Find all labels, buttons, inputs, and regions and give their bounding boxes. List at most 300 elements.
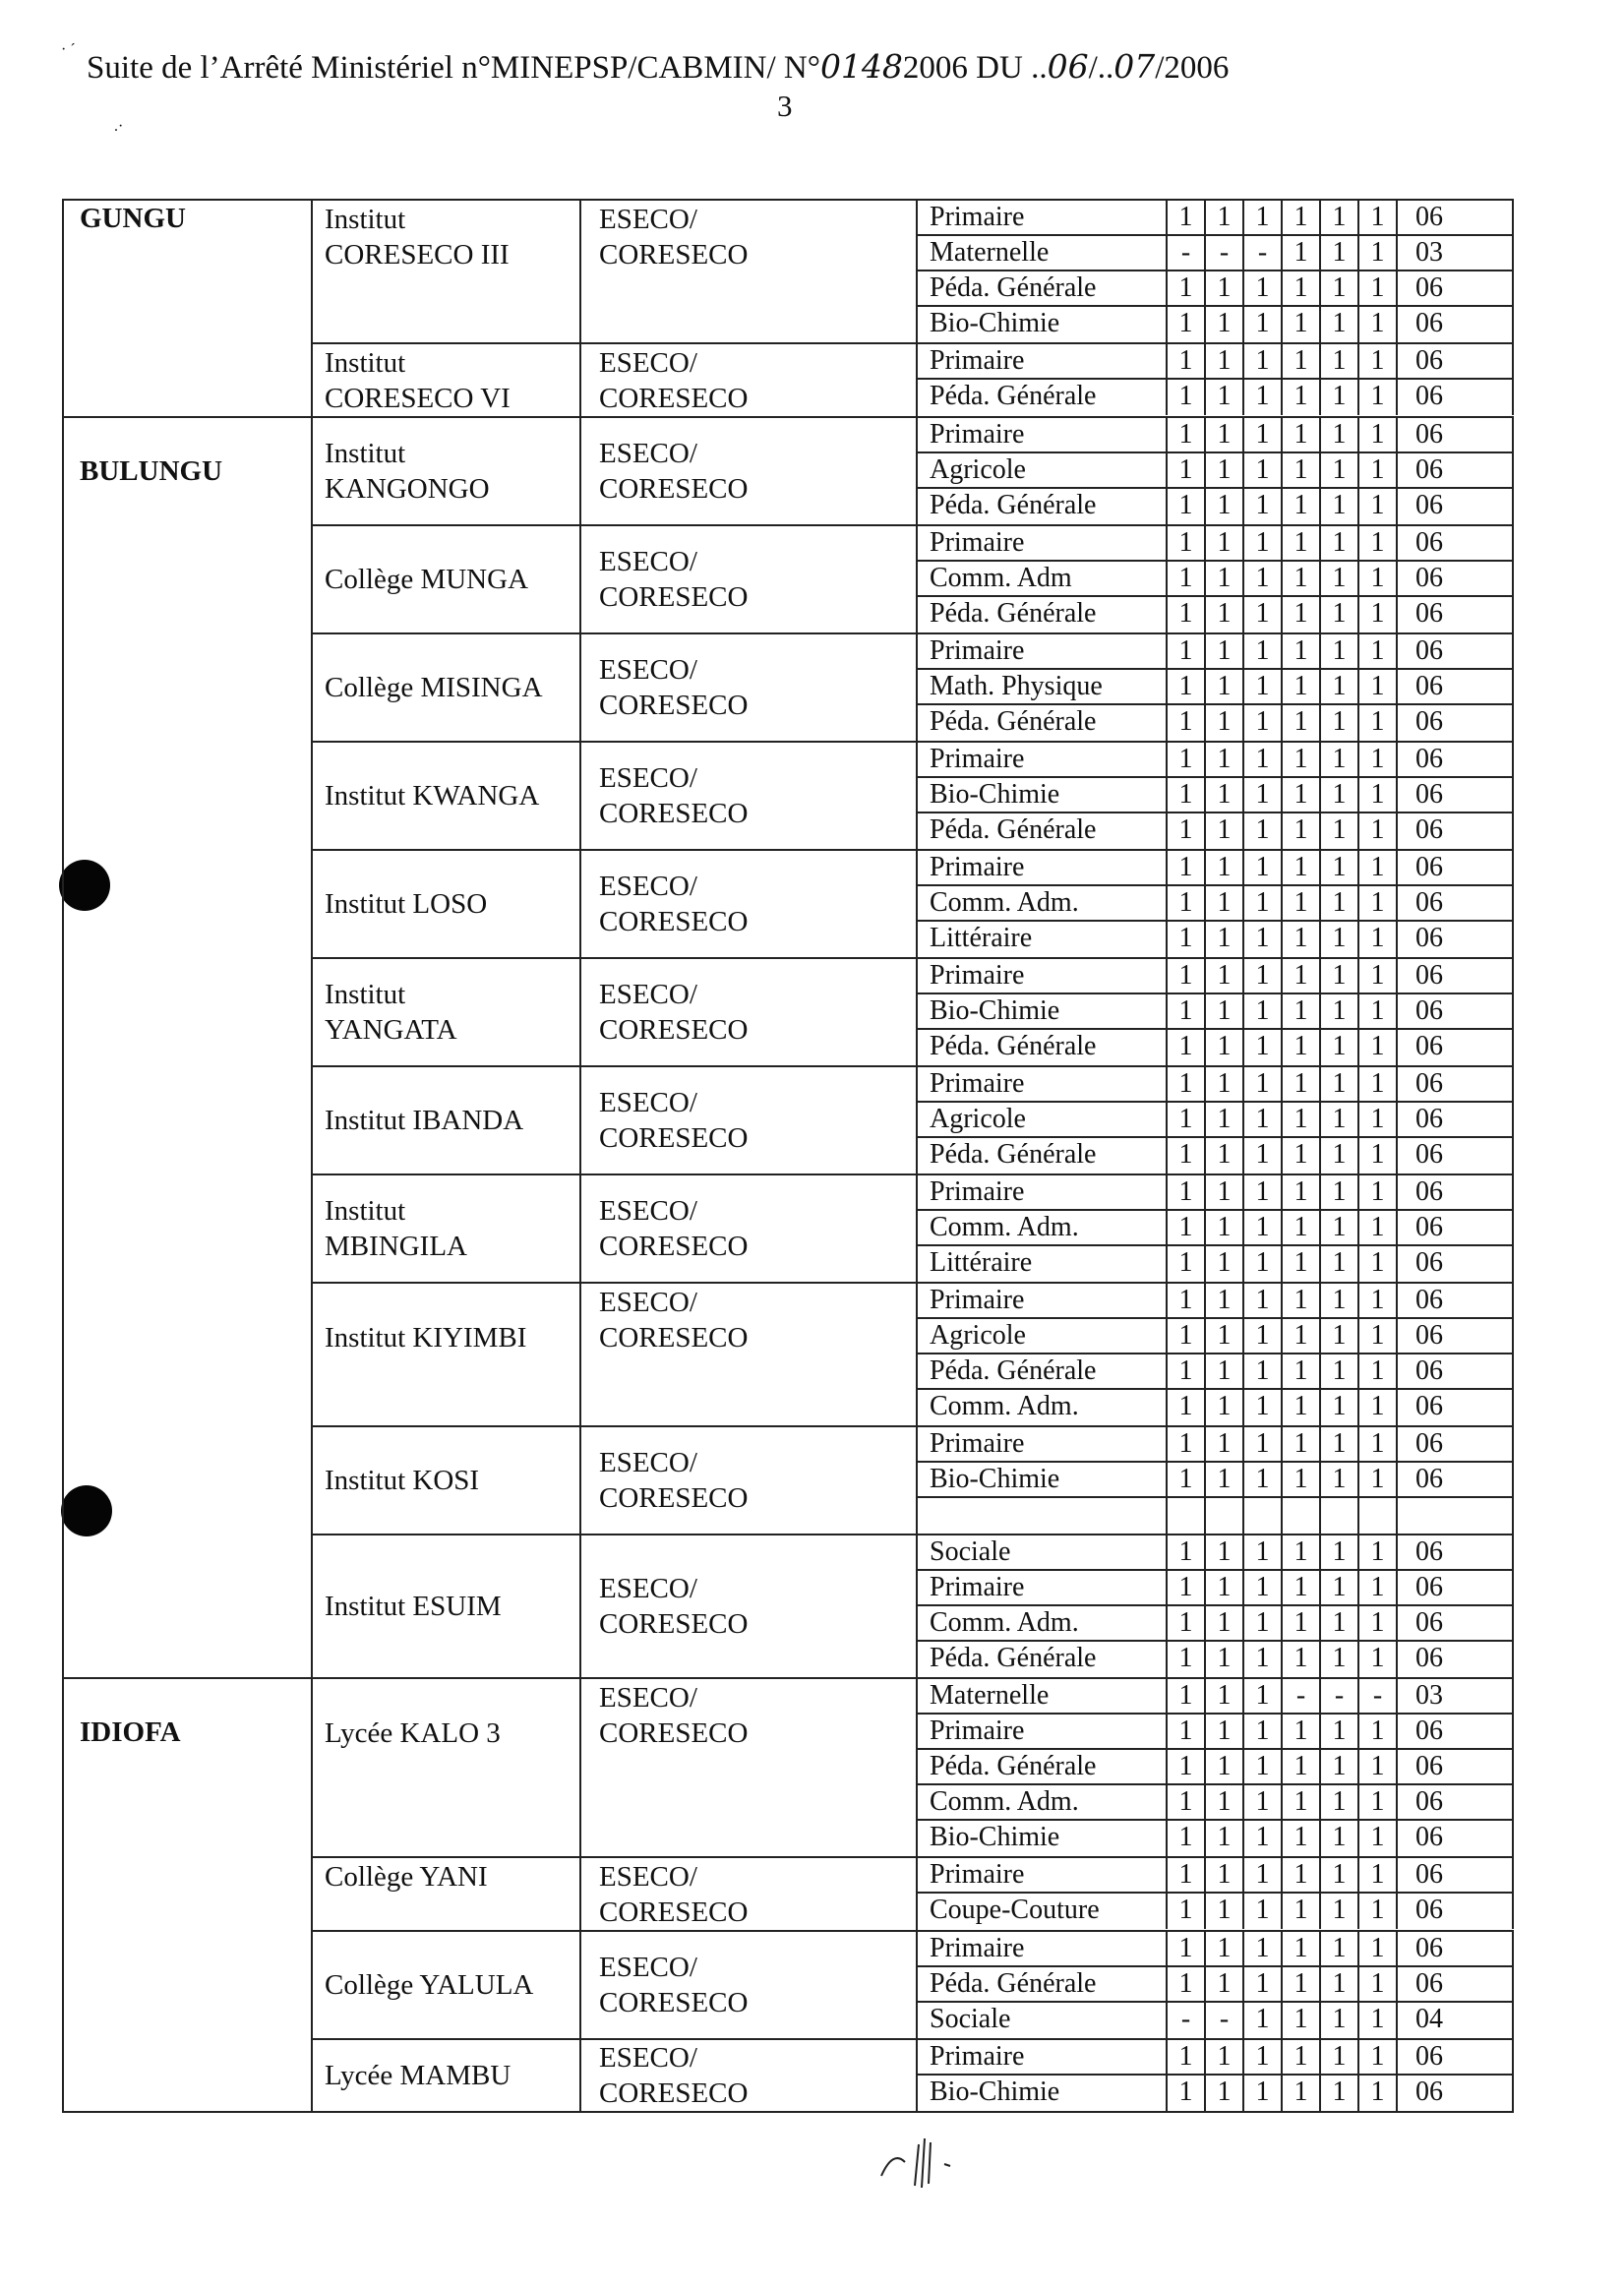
establishment-block (313, 743, 1514, 851)
count-cell: 1 (1359, 271, 1398, 305)
section-row (918, 1211, 1514, 1246)
count-cell: 1 (1206, 1354, 1244, 1388)
count-cell: 1 (1321, 344, 1359, 378)
section-rows (918, 959, 1514, 1065)
count-cell: 1 (1359, 201, 1398, 234)
count-cell: 1 (1283, 705, 1321, 741)
count-cell: 1 (1359, 1390, 1398, 1425)
section-name: Sociale (918, 2003, 1168, 2038)
establishment-type: ESECO/ CORESECO (599, 654, 749, 721)
total-cell: 06 (1398, 634, 1514, 668)
total-cell: 06 (1398, 670, 1514, 703)
count-cell: 1 (1321, 994, 1359, 1028)
total-cell: 06 (1398, 1750, 1514, 1783)
count-cell: 1 (1206, 271, 1244, 305)
count-cell: 1 (1168, 2076, 1206, 2111)
section-row (918, 1390, 1514, 1425)
count-cell: 1 (1283, 1390, 1321, 1425)
section-name: Bio-Chimie (918, 2076, 1168, 2111)
count-cell: 1 (1321, 307, 1359, 342)
establishment-type-cell (581, 1932, 918, 2038)
establishment-name-cell (313, 418, 581, 524)
section-name (918, 1498, 1168, 1534)
count-cell: 1 (1244, 1211, 1283, 1244)
count-cell: 1 (1168, 1246, 1206, 1282)
district-establishments (313, 418, 1514, 1677)
total-cell: 06 (1398, 1606, 1514, 1640)
total-cell: 06 (1398, 1463, 1514, 1496)
count-cell: 1 (1359, 922, 1398, 957)
count-cell: 1 (1359, 562, 1398, 595)
count-cell (1168, 1498, 1206, 1534)
section-row (918, 705, 1514, 741)
count-cell: 1 (1359, 2003, 1398, 2038)
count-cell: 1 (1321, 1030, 1359, 1065)
count-cell: 1 (1283, 1284, 1321, 1317)
count-cell: 1 (1168, 1894, 1206, 1929)
count-cell: 1 (1359, 813, 1398, 849)
count-cell: 1 (1283, 380, 1321, 415)
count-cell: 1 (1168, 344, 1206, 378)
count-cell: 1 (1321, 1284, 1359, 1317)
count-cell: 1 (1206, 1211, 1244, 1244)
section-rows (918, 1858, 1514, 1930)
count-cell: 1 (1283, 1606, 1321, 1640)
count-cell: 1 (1244, 418, 1283, 451)
total-cell: 06 (1398, 851, 1514, 884)
section-rows (918, 1679, 1514, 1856)
count-cell: 1 (1359, 1427, 1398, 1461)
district-cell (64, 418, 313, 1677)
count-cell: 1 (1359, 1642, 1398, 1677)
count-cell: 1 (1168, 1821, 1206, 1856)
count-cell: 1 (1321, 1319, 1359, 1353)
establishment-name: Collège YANI (325, 1861, 488, 1893)
section-row (918, 743, 1514, 778)
count-cell: - (1244, 236, 1283, 270)
section-name: Primaire (918, 1175, 1168, 1209)
section-name: Primaire (918, 526, 1168, 560)
count-cell: 1 (1168, 851, 1206, 884)
section-name: Péda. Générale (918, 1750, 1168, 1783)
count-cell: 1 (1321, 1571, 1359, 1604)
count-cell (1359, 1498, 1398, 1534)
establishment-name-cell (313, 1427, 581, 1534)
count-cell: 1 (1359, 634, 1398, 668)
count-cell: 1 (1206, 634, 1244, 668)
total-cell: 06 (1398, 1067, 1514, 1101)
establishment-type-cell (581, 2040, 918, 2111)
count-cell: 1 (1359, 307, 1398, 342)
establishment-block (313, 1679, 1514, 1858)
total-cell: 06 (1398, 271, 1514, 305)
count-cell: 1 (1359, 1103, 1398, 1136)
count-cell: 1 (1206, 1715, 1244, 1748)
district-group (64, 201, 1514, 418)
total-cell: 06 (1398, 994, 1514, 1028)
count-cell: 1 (1244, 1319, 1283, 1353)
establishment-type-cell (581, 1175, 918, 1282)
establishment-name: Institut CORESECO VI (325, 347, 511, 414)
district-name: BULUNGU (80, 455, 223, 487)
establishment-block (313, 1932, 1514, 2040)
count-cell: 1 (1244, 1821, 1283, 1856)
document-header (87, 47, 1229, 87)
schools-table (62, 199, 1514, 2113)
establishment-type: ESECO/ CORESECO (599, 438, 749, 505)
total-cell: 06 (1398, 2040, 1514, 2074)
count-cell: 1 (1206, 1390, 1244, 1425)
establishment-type-cell (581, 959, 918, 1065)
section-name: Littéraire (918, 922, 1168, 957)
count-cell: 1 (1206, 1679, 1244, 1713)
section-rows (918, 1175, 1514, 1282)
section-name: Agricole (918, 1319, 1168, 1353)
establishment-name-cell (313, 1535, 581, 1677)
count-cell: 1 (1321, 1967, 1359, 2001)
count-cell: 1 (1359, 1175, 1398, 1209)
establishment-name-cell (313, 1284, 581, 1425)
total-cell: 06 (1398, 1319, 1514, 1353)
count-cell: 1 (1168, 562, 1206, 595)
section-row (918, 1571, 1514, 1606)
count-cell: 1 (1359, 1750, 1398, 1783)
section-row (918, 1138, 1514, 1174)
count-cell: 1 (1283, 597, 1321, 632)
count-cell: 1 (1283, 1427, 1321, 1461)
count-cell: 1 (1206, 813, 1244, 849)
count-cell: 1 (1359, 1284, 1398, 1317)
count-cell: 1 (1283, 201, 1321, 234)
district-name: IDIOFA (80, 1716, 181, 1748)
count-cell: 1 (1283, 2003, 1321, 2038)
count-cell: 1 (1244, 201, 1283, 234)
count-cell: 1 (1244, 489, 1283, 524)
section-name: Comm. Adm. (918, 1390, 1168, 1425)
count-cell: 1 (1283, 1932, 1321, 1965)
establishment-type-cell (581, 201, 918, 342)
establishment-name-cell (313, 959, 581, 1065)
count-cell: 1 (1283, 851, 1321, 884)
count-cell: 1 (1244, 1175, 1283, 1209)
count-cell: 1 (1168, 1103, 1206, 1136)
establishment-type: ESECO/ CORESECO (599, 1573, 749, 1640)
count-cell: 1 (1359, 1030, 1398, 1065)
count-cell: 1 (1206, 418, 1244, 451)
establishment-name: Collège MUNGA (325, 564, 529, 595)
section-rows (918, 2040, 1514, 2111)
count-cell: 1 (1283, 1967, 1321, 2001)
establishment-block (313, 1858, 1514, 1932)
count-cell: 1 (1321, 201, 1359, 234)
count-cell: 1 (1321, 778, 1359, 812)
section-row (918, 1427, 1514, 1463)
section-name: Bio-Chimie (918, 1463, 1168, 1496)
establishment-name-cell (313, 201, 581, 342)
count-cell: 1 (1244, 1571, 1283, 1604)
section-name: Primaire (918, 1284, 1168, 1317)
count-cell: 1 (1321, 1246, 1359, 1282)
establishment-type: ESECO/ CORESECO (599, 762, 749, 829)
total-cell: 06 (1398, 418, 1514, 451)
count-cell: 1 (1359, 1319, 1398, 1353)
total-cell: 06 (1398, 1030, 1514, 1065)
count-cell: 1 (1206, 1750, 1244, 1783)
count-cell (1244, 1498, 1283, 1534)
count-cell: 1 (1244, 851, 1283, 884)
count-cell: 1 (1244, 813, 1283, 849)
section-row (918, 380, 1514, 415)
count-cell: 1 (1321, 670, 1359, 703)
count-cell: 1 (1321, 489, 1359, 524)
count-cell: 1 (1168, 1932, 1206, 1965)
section-row (918, 886, 1514, 922)
section-name: Comm. Adm. (918, 886, 1168, 920)
count-cell: 1 (1283, 1571, 1321, 1604)
count-cell: 1 (1359, 778, 1398, 812)
total-cell: 06 (1398, 778, 1514, 812)
establishment-type-cell (581, 1535, 918, 1677)
section-row (918, 1103, 1514, 1138)
count-cell: 1 (1283, 236, 1321, 270)
section-rows (918, 1067, 1514, 1174)
count-cell: 1 (1206, 1284, 1244, 1317)
establishment-type-cell (581, 1067, 918, 1174)
count-cell: 1 (1321, 1463, 1359, 1496)
total-cell: 06 (1398, 526, 1514, 560)
section-name: Péda. Générale (918, 1030, 1168, 1065)
count-cell: 1 (1359, 1463, 1398, 1496)
count-cell: 1 (1206, 2076, 1244, 2111)
establishment-name: Institut KIYIMBI (325, 1322, 527, 1354)
section-rows (918, 634, 1514, 741)
count-cell: 1 (1206, 1319, 1244, 1353)
count-cell: 1 (1168, 1967, 1206, 2001)
count-cell: 1 (1244, 562, 1283, 595)
count-cell: 1 (1283, 813, 1321, 849)
count-cell (1283, 1498, 1321, 1534)
total-cell: 06 (1398, 1284, 1514, 1317)
count-cell: 1 (1168, 1067, 1206, 1101)
section-name: Primaire (918, 2040, 1168, 2074)
count-cell: 1 (1321, 1785, 1359, 1819)
count-cell: 1 (1244, 2076, 1283, 2111)
section-row (918, 1175, 1514, 1211)
count-cell: 1 (1359, 1858, 1398, 1892)
count-cell: 1 (1283, 634, 1321, 668)
section-name: Sociale (918, 1535, 1168, 1569)
count-cell: 1 (1359, 1967, 1398, 2001)
count-cell: 1 (1359, 1571, 1398, 1604)
count-cell: 1 (1283, 418, 1321, 451)
count-cell: 1 (1321, 2003, 1359, 2038)
section-rows (918, 1535, 1514, 1677)
establishment-name: Institut ESUIM (325, 1591, 502, 1622)
count-cell: 1 (1359, 1067, 1398, 1101)
count-cell: 1 (1321, 1932, 1359, 1965)
count-cell: 1 (1283, 1030, 1321, 1065)
establishment-type: ESECO/ CORESECO (599, 1952, 749, 2018)
establishment-type: ESECO/ CORESECO (599, 871, 749, 937)
section-rows (918, 526, 1514, 632)
count-cell: 1 (1206, 380, 1244, 415)
count-cell: 1 (1244, 1354, 1283, 1388)
establishment-type: ESECO/ CORESECO (599, 1087, 749, 1154)
section-row (918, 526, 1514, 562)
establishment-type-cell (581, 1858, 918, 1930)
section-row (918, 236, 1514, 271)
count-cell: 1 (1244, 778, 1283, 812)
count-cell: 1 (1359, 1894, 1398, 1929)
establishment-type: ESECO/ CORESECO (599, 2042, 749, 2109)
establishment-name-cell (313, 526, 581, 632)
establishment-type: ESECO/ CORESECO (599, 1682, 749, 1749)
count-cell: 1 (1244, 1030, 1283, 1065)
count-cell: 1 (1168, 994, 1206, 1028)
count-cell: 1 (1283, 743, 1321, 776)
handwritten-number: 0148 (819, 47, 903, 86)
count-cell: 1 (1168, 1138, 1206, 1174)
page-number: 3 (777, 89, 793, 123)
total-cell (1398, 1498, 1514, 1534)
count-cell: 1 (1206, 743, 1244, 776)
establishment-name: Institut KOSI (325, 1465, 480, 1496)
section-row (918, 271, 1514, 307)
count-cell: 1 (1283, 1211, 1321, 1244)
total-cell: 06 (1398, 344, 1514, 378)
section-name: Comm. Adm. (918, 1785, 1168, 1819)
total-cell: 06 (1398, 380, 1514, 415)
scan-speck: · ´ (61, 41, 76, 58)
count-cell: 1 (1321, 634, 1359, 668)
count-cell: 1 (1359, 2040, 1398, 2074)
section-name: Comm. Adm. (918, 1606, 1168, 1640)
count-cell: 1 (1168, 201, 1206, 234)
count-cell: 1 (1283, 1715, 1321, 1748)
total-cell: 06 (1398, 959, 1514, 993)
count-cell: 1 (1359, 886, 1398, 920)
count-cell: 1 (1283, 1175, 1321, 1209)
section-row (918, 1715, 1514, 1750)
establishment-name: Institut LOSO (325, 888, 488, 920)
count-cell: 1 (1244, 453, 1283, 487)
count-cell: 1 (1168, 1175, 1206, 1209)
count-cell: 1 (1244, 307, 1283, 342)
establishment-type: ESECO/ CORESECO (599, 546, 749, 613)
section-row (918, 813, 1514, 849)
count-cell: 1 (1283, 922, 1321, 957)
count-cell: 1 (1244, 743, 1283, 776)
section-name: Primaire (918, 418, 1168, 451)
count-cell: 1 (1283, 344, 1321, 378)
count-cell: 1 (1321, 597, 1359, 632)
establishment-name-cell (313, 1067, 581, 1174)
count-cell: 1 (1359, 1138, 1398, 1174)
total-cell: 03 (1398, 236, 1514, 270)
section-name: Bio-Chimie (918, 994, 1168, 1028)
count-cell: 1 (1283, 1246, 1321, 1282)
count-cell: 1 (1206, 526, 1244, 560)
count-cell: 1 (1321, 562, 1359, 595)
establishment-type-cell (581, 743, 918, 849)
count-cell: 1 (1359, 1535, 1398, 1569)
establishment-block (313, 2040, 1514, 2111)
count-cell: 1 (1206, 201, 1244, 234)
section-rows (918, 418, 1514, 524)
count-cell: 1 (1283, 562, 1321, 595)
count-cell: 1 (1321, 1175, 1359, 1209)
establishment-name-cell (313, 1679, 581, 1856)
signature-mark (875, 2125, 984, 2194)
district-cell (64, 201, 313, 416)
establishment-name-cell (313, 1175, 581, 1282)
section-row (918, 1067, 1514, 1103)
count-cell: 1 (1283, 1750, 1321, 1783)
count-cell: 1 (1168, 1858, 1206, 1892)
section-name: Primaire (918, 1067, 1168, 1101)
total-cell: 06 (1398, 886, 1514, 920)
count-cell: 1 (1206, 1103, 1244, 1136)
count-cell: 1 (1321, 1211, 1359, 1244)
total-cell: 06 (1398, 1354, 1514, 1388)
count-cell: 1 (1244, 705, 1283, 741)
section-name: Coupe-Couture (918, 1894, 1168, 1929)
section-name: Agricole (918, 453, 1168, 487)
count-cell: - (1321, 1679, 1359, 1713)
section-row (918, 1785, 1514, 1821)
count-cell: 1 (1283, 489, 1321, 524)
establishment-block (313, 959, 1514, 1067)
count-cell: 1 (1283, 1319, 1321, 1353)
establishment-name: Institut IBANDA (325, 1105, 524, 1136)
header-text: /.. (1088, 50, 1114, 86)
district-establishments (313, 1679, 1514, 2111)
count-cell: 1 (1206, 1932, 1244, 1965)
total-cell: 03 (1398, 1679, 1514, 1713)
count-cell: 1 (1321, 1535, 1359, 1569)
count-cell: 1 (1359, 344, 1398, 378)
count-cell: - (1206, 236, 1244, 270)
section-row (918, 1246, 1514, 1282)
total-cell: 06 (1398, 1715, 1514, 1748)
count-cell: 1 (1244, 1967, 1283, 2001)
count-cell: 1 (1206, 1535, 1244, 1569)
count-cell: 1 (1168, 743, 1206, 776)
section-name: Péda. Générale (918, 489, 1168, 524)
count-cell: 1 (1244, 2040, 1283, 2074)
section-row (918, 1354, 1514, 1390)
count-cell: 1 (1206, 453, 1244, 487)
count-cell: 1 (1321, 1103, 1359, 1136)
total-cell: 06 (1398, 1427, 1514, 1461)
section-rows (918, 1284, 1514, 1425)
section-row (918, 1967, 1514, 2003)
establishment-type-cell (581, 418, 918, 524)
total-cell: 06 (1398, 922, 1514, 957)
section-row (918, 1679, 1514, 1715)
count-cell: 1 (1283, 1894, 1321, 1929)
count-cell: 1 (1359, 1606, 1398, 1640)
establishment-block (313, 526, 1514, 634)
section-row (918, 1319, 1514, 1354)
establishment-type: ESECO/ CORESECO (599, 1287, 749, 1354)
count-cell: 1 (1168, 1606, 1206, 1640)
establishment-type-cell (581, 344, 918, 416)
count-cell: 1 (1283, 1354, 1321, 1388)
total-cell: 06 (1398, 1967, 1514, 2001)
count-cell: 1 (1244, 2003, 1283, 2038)
count-cell: 1 (1321, 959, 1359, 993)
